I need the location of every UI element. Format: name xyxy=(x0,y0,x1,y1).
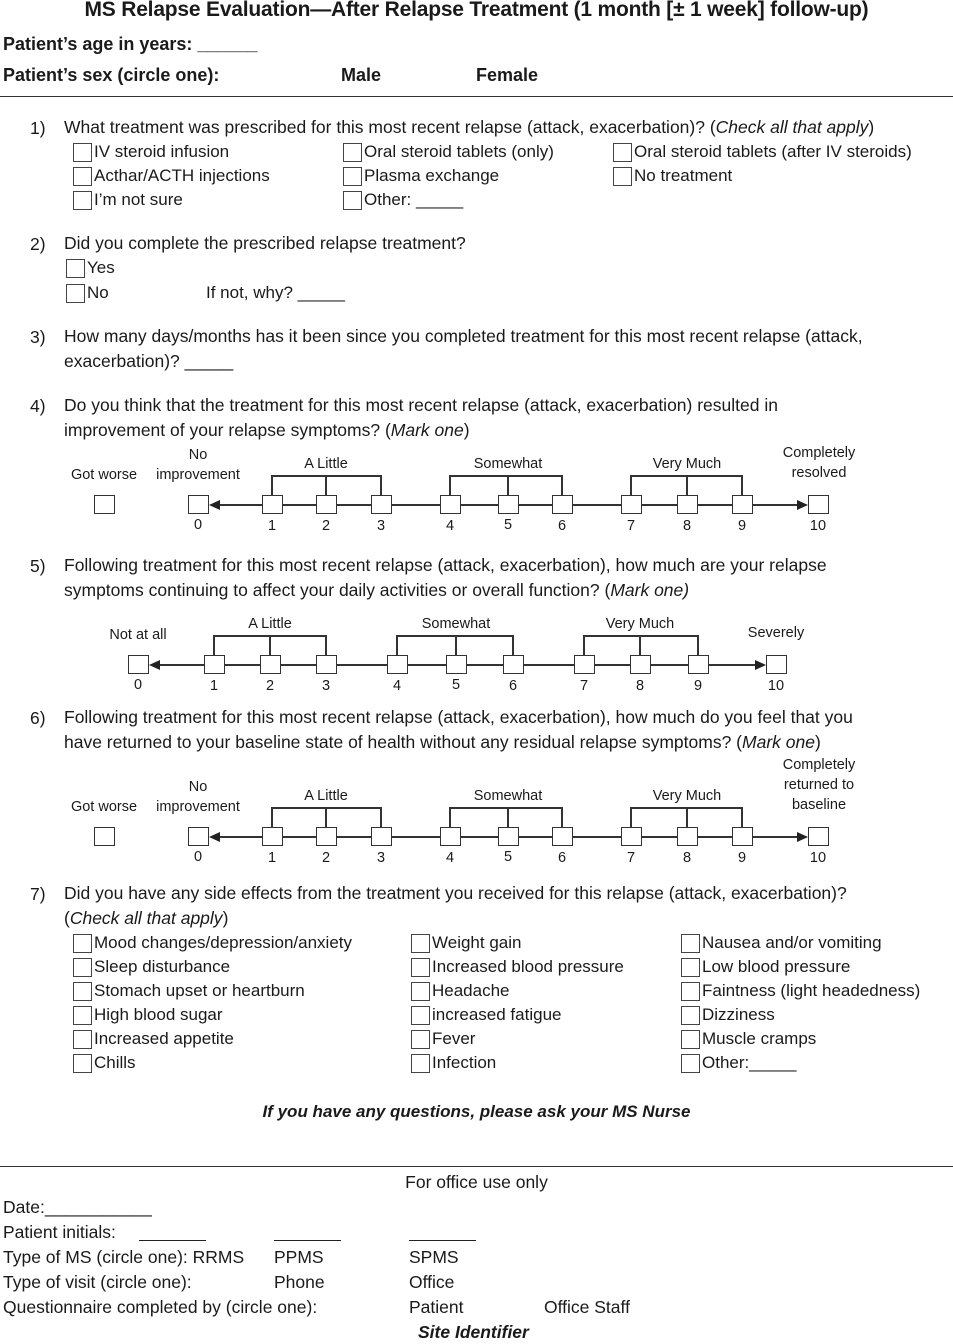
checkbox[interactable] xyxy=(343,191,362,210)
option-label: IV steroid infusion xyxy=(94,142,230,161)
scale-box-10[interactable] xyxy=(766,655,787,674)
group-bracket-stem xyxy=(325,807,327,827)
group-bracket-stem xyxy=(380,807,382,827)
scale-box-2[interactable] xyxy=(316,827,337,846)
checkbox[interactable] xyxy=(343,143,362,162)
option-label: Other:_____ xyxy=(702,1053,797,1072)
scale-box-9[interactable] xyxy=(732,495,753,514)
option-label: Chills xyxy=(94,1053,136,1072)
option-label: Stomach upset or heartburn xyxy=(94,981,305,1000)
group-bracket-stem xyxy=(271,807,273,827)
checkbox[interactable] xyxy=(66,284,85,303)
group-bracket-stem xyxy=(741,475,743,495)
q6-hint: Mark one xyxy=(742,732,815,752)
option-label: Infection xyxy=(432,1053,497,1072)
group-bracket-stem xyxy=(325,475,327,495)
group-bracket-stem xyxy=(630,807,632,827)
scale-tick-label: 1 xyxy=(267,518,277,534)
completed-by-staff[interactable]: Office Staff xyxy=(544,1297,630,1317)
q7-option[interactable] xyxy=(73,981,305,1001)
option-label: No treatment xyxy=(634,166,733,185)
scale-end-label: resolved xyxy=(791,465,847,481)
scale-box-7[interactable] xyxy=(621,827,642,846)
option-label: Acthar/ACTH injections xyxy=(94,166,270,185)
q5-number: 5) xyxy=(30,556,46,576)
scale-box-9[interactable] xyxy=(688,655,709,674)
scale-tick-label: 1 xyxy=(267,850,277,866)
scale-group-label: A Little xyxy=(304,456,348,472)
option-label: Increased blood pressure xyxy=(432,957,624,976)
scale-box-4[interactable] xyxy=(387,655,408,674)
q7-option[interactable] xyxy=(681,1029,816,1049)
q1-option[interactable] xyxy=(73,190,183,210)
q7-option[interactable] xyxy=(73,1029,234,1049)
scale-box-got-worse[interactable] xyxy=(94,495,115,514)
q1-option[interactable] xyxy=(343,190,463,210)
group-bracket-stem xyxy=(561,475,563,495)
q1-option[interactable] xyxy=(73,166,270,186)
group-bracket-stem xyxy=(325,635,327,655)
arrow-right-icon xyxy=(755,660,766,670)
q7-number: 7) xyxy=(30,884,46,904)
option-label: Low blood pressure xyxy=(702,957,851,976)
q4-close: ) xyxy=(463,420,470,440)
q5-line2-text: symptoms continuing to affect your daily activities or overall function? ( xyxy=(64,580,611,600)
q7-option[interactable] xyxy=(411,981,510,1001)
header-divider xyxy=(0,96,953,97)
q4-line1: Do you think that the treatment for this most recent relapse (attack, exacerbation) resulted in xyxy=(64,395,778,415)
q7-option[interactable] xyxy=(681,933,882,953)
sex-option-female[interactable]: Female xyxy=(476,65,539,85)
q5-line2 xyxy=(64,578,689,603)
scale-end-label: Completely xyxy=(782,757,856,773)
scale-tick-label: 1 xyxy=(209,678,219,694)
q1-option[interactable] xyxy=(343,166,499,186)
scale-box-6[interactable] xyxy=(503,655,524,674)
scale-tick-label: 5 xyxy=(503,517,513,533)
q7-option[interactable] xyxy=(681,957,850,977)
site-identifier: Site Identifier xyxy=(418,1322,529,1342)
q6-line2 xyxy=(64,730,821,755)
scale-group-label: Very Much xyxy=(652,788,722,804)
scale-box-7[interactable] xyxy=(621,495,642,514)
group-bracket-stem xyxy=(583,635,585,655)
group-bracket-stem xyxy=(507,807,509,827)
scale-box-4[interactable] xyxy=(440,827,461,846)
scale-box-6[interactable] xyxy=(552,495,573,514)
checkbox[interactable] xyxy=(411,958,430,977)
checkbox[interactable] xyxy=(73,1054,92,1073)
group-bracket-stem xyxy=(639,635,641,655)
checkbox[interactable] xyxy=(681,934,700,953)
q4-number: 4) xyxy=(30,396,46,416)
q7-option[interactable] xyxy=(411,957,624,977)
q3-line2[interactable]: exacerbation)? _____ xyxy=(64,351,234,371)
option-label: High blood sugar xyxy=(94,1005,223,1024)
group-bracket-stem xyxy=(396,635,398,655)
option-label: increased fatigue xyxy=(432,1005,562,1024)
scale-group-label: A Little xyxy=(248,616,292,632)
arrow-left-icon xyxy=(209,500,220,510)
scale-tick-label: 4 xyxy=(392,678,402,694)
scale-tick-label: 2 xyxy=(321,518,331,534)
option-label: Nausea and/or vomiting xyxy=(702,933,882,952)
group-bracket-stem xyxy=(512,635,514,655)
scale-start-label: improvement xyxy=(156,799,240,815)
scale-tick-label: 5 xyxy=(451,677,461,693)
q5-line1: Following treatment for this most recent relapse (attack, exacerbation), how much are your relapse xyxy=(64,555,827,575)
scale-tick-label: 7 xyxy=(626,518,636,534)
scale-box-1[interactable] xyxy=(204,655,225,674)
group-bracket xyxy=(450,807,562,809)
arrow-left-icon xyxy=(149,660,160,670)
group-bracket-stem xyxy=(269,635,271,655)
q1-close: ) xyxy=(868,117,875,137)
q2-number: 2) xyxy=(30,234,46,254)
group-bracket-stem xyxy=(697,635,699,655)
checkbox[interactable] xyxy=(73,1006,92,1025)
scale-box-0[interactable] xyxy=(188,827,209,846)
scale-end-label: Severely xyxy=(747,625,805,641)
scale-tick-label: 0 xyxy=(193,517,203,533)
scale-tick-label: 0 xyxy=(193,849,203,865)
scale-start-label: Not at all xyxy=(109,627,167,643)
checkbox[interactable] xyxy=(73,167,92,186)
checkbox[interactable] xyxy=(681,1030,700,1049)
scale-tick-label: 7 xyxy=(579,678,589,694)
q7-option[interactable] xyxy=(73,1053,136,1073)
q4-line2 xyxy=(64,418,470,443)
group-bracket-stem xyxy=(380,475,382,495)
scale-extra-label: Got worse xyxy=(70,799,138,815)
scale-start-label: No xyxy=(188,447,208,463)
q1-option[interactable] xyxy=(343,142,554,162)
group-bracket-stem xyxy=(741,807,743,827)
sex-option-male[interactable]: Male xyxy=(341,65,382,85)
scale-tick-label: 4 xyxy=(445,850,455,866)
q3-line1: How many days/months has it been since you completed treatment for this most recent relapse (attack, xyxy=(64,326,863,346)
completed-by-patient[interactable]: Patient xyxy=(409,1297,464,1317)
option-label: Weight gain xyxy=(432,933,522,952)
scale-tick-label: 5 xyxy=(503,849,513,865)
visit-type-phone[interactable]: Phone xyxy=(274,1272,325,1292)
scale-tick-label: 8 xyxy=(682,850,692,866)
group-bracket-stem xyxy=(213,635,215,655)
q7-option[interactable] xyxy=(411,933,521,953)
scale-box-10[interactable] xyxy=(808,827,829,846)
group-bracket-stem xyxy=(455,635,457,655)
option-label: Other: _____ xyxy=(364,190,464,209)
visit-type-label: Type of visit (circle one): xyxy=(3,1272,192,1292)
checkbox[interactable] xyxy=(411,982,430,1001)
scale-tick-label: 10 xyxy=(809,518,827,534)
q2-text: Did you complete the prescribed relapse treatment? xyxy=(64,233,466,253)
checkbox[interactable] xyxy=(73,982,92,1001)
scale-box-5[interactable] xyxy=(498,827,519,846)
scale-group-label: Somewhat xyxy=(421,616,491,632)
q6-close: ) xyxy=(814,732,821,752)
q5-hint: Mark one) xyxy=(610,580,690,600)
page-title: MS Relapse Evaluation—After Relapse Treatment (1 month [± 1 week] follow-up) xyxy=(84,0,869,21)
checkbox[interactable] xyxy=(411,1006,430,1025)
option-label: Yes xyxy=(87,258,115,277)
option-label: Plasma exchange xyxy=(364,166,500,185)
option-label: Muscle cramps xyxy=(702,1029,817,1048)
q7-option[interactable] xyxy=(681,981,920,1001)
initials-blank-2[interactable] xyxy=(274,1224,341,1241)
nurse-note: If you have any questions, please ask your MS Nurse xyxy=(262,1102,691,1121)
q3-number: 3) xyxy=(30,327,46,347)
scale-start-label: improvement xyxy=(156,467,240,483)
scale-tick-label: 10 xyxy=(767,678,785,694)
scale-tick-label: 9 xyxy=(737,518,747,534)
group-bracket-stem xyxy=(561,807,563,827)
option-label: Oral steroid tablets (after IV steroids) xyxy=(634,142,912,161)
q6-line2-text: have returned to your baseline state of health without any residual relapse symptoms? ( xyxy=(64,732,743,752)
checkbox[interactable] xyxy=(411,934,430,953)
group-bracket-stem xyxy=(686,807,688,827)
group-bracket-stem xyxy=(630,475,632,495)
scale-box-0[interactable] xyxy=(188,495,209,514)
scale-tick-label: 10 xyxy=(809,850,827,866)
checkbox[interactable] xyxy=(613,143,632,162)
scale-box-7[interactable] xyxy=(574,655,595,674)
q7-option[interactable] xyxy=(73,957,230,977)
scale-box-5[interactable] xyxy=(446,655,467,674)
q7-option[interactable] xyxy=(411,1053,496,1073)
q1-hint: Check all that apply xyxy=(715,117,869,137)
scale-box-2[interactable] xyxy=(316,495,337,514)
scale-tick-label: 4 xyxy=(445,518,455,534)
visit-type-office[interactable]: Office xyxy=(409,1272,455,1292)
arrow-right-icon xyxy=(797,832,808,842)
checkbox[interactable] xyxy=(66,259,85,278)
scale-box-got-worse[interactable] xyxy=(94,827,115,846)
completed-by-label: Questionnaire completed by (circle one): xyxy=(3,1297,318,1317)
option-label: No xyxy=(87,283,109,302)
q1-option[interactable] xyxy=(613,142,912,162)
q1-question: What treatment was prescribed for this most recent relapse (attack, exacerbation)? ( xyxy=(64,117,716,137)
office-date-field[interactable]: Date:___________ xyxy=(3,1197,152,1217)
checkbox[interactable] xyxy=(681,982,700,1001)
scale-tick-label: 8 xyxy=(682,518,692,534)
option-label: Faintness (light headedness) xyxy=(702,981,921,1000)
scale-box-1[interactable] xyxy=(262,827,283,846)
option-label: Fever xyxy=(432,1029,476,1048)
checkbox[interactable] xyxy=(73,1030,92,1049)
option-label: I’m not sure xyxy=(94,190,183,209)
q2-option-yes[interactable] xyxy=(66,258,115,278)
q7-close: ) xyxy=(222,908,229,928)
scale-tick-label: 3 xyxy=(376,850,386,866)
scale-tick-label: 3 xyxy=(376,518,386,534)
scale-box-1[interactable] xyxy=(262,495,283,514)
checkbox[interactable] xyxy=(411,1030,430,1049)
scale-box-8[interactable] xyxy=(630,655,651,674)
scale-group-label: Somewhat xyxy=(473,788,543,804)
scale-tick-label: 2 xyxy=(321,850,331,866)
q7-option[interactable] xyxy=(411,1005,561,1025)
scale-box-3[interactable] xyxy=(371,495,392,514)
ms-type-label[interactable]: Type of MS (circle one): RRMS xyxy=(3,1247,245,1267)
q1-option[interactable] xyxy=(613,166,732,186)
checkbox[interactable] xyxy=(681,1006,700,1025)
q7-option[interactable] xyxy=(411,1029,475,1049)
checkbox[interactable] xyxy=(411,1054,430,1073)
option-label: Oral steroid tablets (only) xyxy=(364,142,554,161)
initials-blank-3[interactable] xyxy=(409,1224,476,1241)
q7-option[interactable] xyxy=(681,1053,797,1073)
scale-box-8[interactable] xyxy=(677,495,698,514)
scale-box-5[interactable] xyxy=(498,495,519,514)
office-divider xyxy=(0,1166,953,1167)
q6-line1: Following treatment for this most recent relapse (attack, exacerbation), how much do you feel that you xyxy=(64,707,853,727)
checkbox[interactable] xyxy=(681,1054,700,1073)
scale-tick-label: 0 xyxy=(133,677,143,693)
scale-group-label: Very Much xyxy=(652,456,722,472)
q7-option[interactable] xyxy=(681,1005,775,1025)
ms-type-ppms[interactable]: PPMS xyxy=(274,1247,324,1267)
option-label: Headache xyxy=(432,981,510,1000)
q1-option[interactable] xyxy=(73,142,229,162)
scale-group-label: Very Much xyxy=(605,616,675,632)
group-bracket-stem xyxy=(686,475,688,495)
scale-tick-label: 7 xyxy=(626,850,636,866)
group-bracket-stem xyxy=(449,807,451,827)
option-label: Increased appetite xyxy=(94,1029,234,1048)
checkbox[interactable] xyxy=(73,958,92,977)
scale-box-2[interactable] xyxy=(260,655,281,674)
scale-end-label: returned to xyxy=(783,777,855,793)
checkbox[interactable] xyxy=(681,958,700,977)
q2-followup[interactable]: If not, why? _____ xyxy=(206,283,345,302)
scale-end-label: baseline xyxy=(791,797,847,813)
arrow-left-icon xyxy=(209,832,220,842)
checkbox[interactable] xyxy=(73,143,92,162)
scale-box-6[interactable] xyxy=(552,827,573,846)
checkbox[interactable] xyxy=(73,934,92,953)
age-field[interactable]: Patient’s age in years: ______ xyxy=(3,34,258,54)
scale-group-label: A Little xyxy=(304,788,348,804)
q7-line1: Did you have any side effects from the treatment you received for this relapse (attack, exacerbation)? xyxy=(64,883,847,903)
q7-line2 xyxy=(64,906,228,931)
sex-label: Patient’s sex (circle one): xyxy=(3,65,220,85)
q1-number: 1) xyxy=(30,118,46,138)
scale-start-label: No xyxy=(188,779,208,795)
scale-tick-label: 9 xyxy=(693,678,703,694)
group-bracket xyxy=(584,635,698,637)
option-label: Mood changes/depression/anxiety xyxy=(94,933,352,952)
scale-tick-label: 2 xyxy=(265,678,275,694)
checkbox[interactable] xyxy=(613,167,632,186)
option-label: Sleep disturbance xyxy=(94,957,231,976)
q1-text xyxy=(64,115,874,140)
q7-option[interactable] xyxy=(73,1005,223,1025)
group-bracket-stem xyxy=(271,475,273,495)
group-bracket-stem xyxy=(507,475,509,495)
scale-box-3[interactable] xyxy=(371,827,392,846)
group-bracket xyxy=(450,475,562,477)
checkbox[interactable] xyxy=(73,191,92,210)
scale-tick-label: 9 xyxy=(737,850,747,866)
scale-box-8[interactable] xyxy=(677,827,698,846)
group-bracket-stem xyxy=(449,475,451,495)
ms-type-spms[interactable]: SPMS xyxy=(409,1247,459,1267)
scale-tick-label: 8 xyxy=(635,678,645,694)
option-label: Dizziness xyxy=(702,1005,775,1024)
scale-box-4[interactable] xyxy=(440,495,461,514)
office-heading: For office use only xyxy=(405,1172,548,1192)
scale-tick-label: 6 xyxy=(557,850,567,866)
scale-extra-label: Got worse xyxy=(70,467,138,483)
q7-hint: Check all that apply xyxy=(69,908,223,928)
scale-tick-label: 3 xyxy=(321,678,331,694)
scale-box-0[interactable] xyxy=(128,655,149,674)
q4-hint: Mark one xyxy=(390,420,464,440)
scale-tick-label: 6 xyxy=(557,518,567,534)
q4-line2-text: improvement of your relapse symptoms? ( xyxy=(64,420,391,440)
checkbox[interactable] xyxy=(343,167,362,186)
scale-box-10[interactable] xyxy=(808,495,829,514)
q7-open: ( xyxy=(64,908,70,928)
scale-box-3[interactable] xyxy=(316,655,337,674)
initials-label: Patient initials: xyxy=(3,1222,116,1242)
scale-tick-label: 6 xyxy=(508,678,518,694)
q6-number: 6) xyxy=(30,708,46,728)
q7-option[interactable] xyxy=(73,933,352,953)
q2-option-no[interactable] xyxy=(66,283,109,303)
scale-end-label: Completely xyxy=(782,445,856,461)
initials-blank-1[interactable] xyxy=(139,1224,206,1241)
scale-group-label: Somewhat xyxy=(473,456,543,472)
scale-box-9[interactable] xyxy=(732,827,753,846)
arrow-right-icon xyxy=(797,500,808,510)
